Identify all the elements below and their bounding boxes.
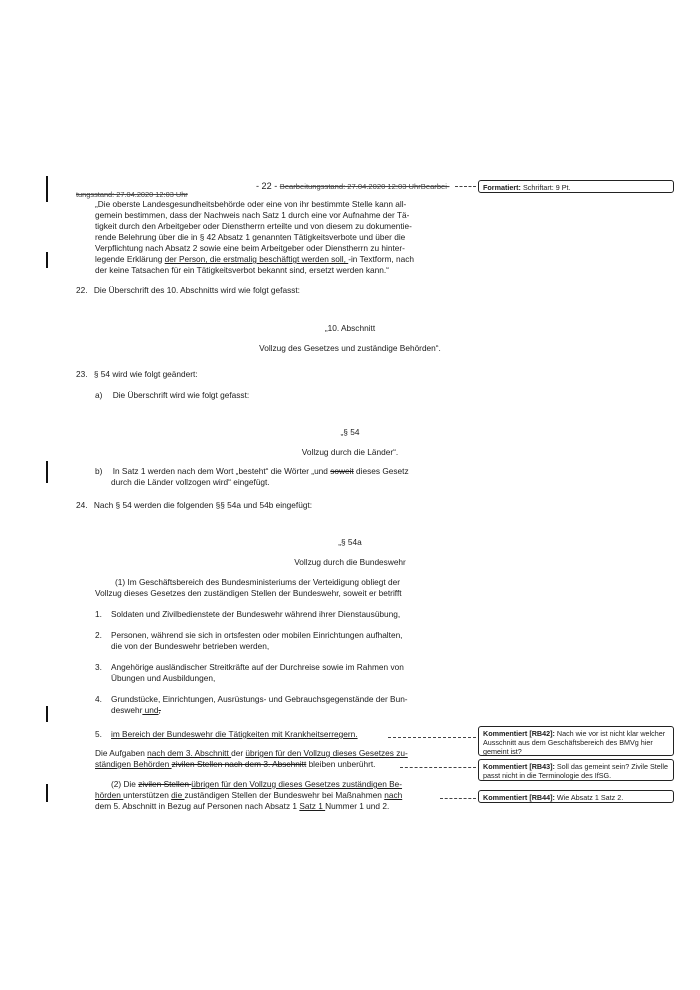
aufgaben-paragraph: Die Aufgaben nach dem 3. Abschnitt der übrigen für den Vollzug dieses Gesetzes zu- xyxy=(95,748,408,758)
comment-rb42[interactable] xyxy=(478,726,674,756)
tracking-deleted-text: Bearbeitungsstand: 27.04.2020 12:03 Uhr xyxy=(279,182,421,191)
quote-line: der keine Tatsachen für ein Tätigkeitsverbot bekannt sind, ersetzt werden kann.“ xyxy=(95,265,389,275)
numbered-item-text: Übungen und Ausbildungen, xyxy=(111,673,216,683)
list-item-24 xyxy=(76,500,312,511)
quote-line: tigkeit durch den Arbeitgeber oder Dienstherrn erteilte und von diesem zu dokumentie- xyxy=(95,221,412,231)
page-header xyxy=(256,180,449,193)
sub-item-a xyxy=(95,390,249,401)
inserted-text: der Person, die erstmalig beschäftigt werden soll, xyxy=(164,254,349,264)
comment-connector xyxy=(388,737,476,738)
deleted-text: zivilen Stellen xyxy=(171,759,225,769)
sub-item-label: a) xyxy=(95,390,103,400)
section-heading: „10. Abschnitt xyxy=(324,323,376,333)
paragraph-title: Vollzug durch die Länder“. xyxy=(301,447,399,457)
comment-label: Kommentiert [RB44]: xyxy=(483,793,555,802)
item-number: 22. xyxy=(76,285,88,295)
inserted-text: nach xyxy=(384,790,403,800)
numbered-item-2 xyxy=(95,630,403,651)
section-heading-title: Vollzug des Gesetzes und zuständige Behörden“. xyxy=(259,343,441,353)
item-text: § 54 wird wie folgt geändert: xyxy=(93,369,198,379)
quote-line: rende Belehrung über die in § 42 Absatz 1 genannten Tätigkeitsverbote und über die xyxy=(95,232,406,242)
deleted-text: nach dem 3. Abschnitt xyxy=(224,759,307,769)
quote-line: legende Erklärung der Person, die erstmalig beschäftigt werden soll, -in Textform, nach xyxy=(95,254,414,264)
numbered-item-number: 2. xyxy=(95,630,102,640)
absatz-line: (1) Im Geschäftsbereich des Bundesministeriums der Verteidigung obliegt der xyxy=(115,577,401,587)
inserted-text: und xyxy=(142,705,159,715)
paragraph-heading: „§ 54 xyxy=(340,427,360,437)
inserted-text: übrigen für den Vollzug dieses Gesetzes zu- xyxy=(245,748,408,758)
quote-line: gemein bestimmen, dass der Nachweis nach Satz 1 durch eine vor Aufnahme der Tä- xyxy=(95,210,410,220)
numbered-item-number: 5. xyxy=(95,729,102,739)
tracking-deleted-text: Bearbei- xyxy=(420,182,450,191)
tracking-deleted-text: tungsstand: 27.04.2020 12:03 Uhr xyxy=(76,190,188,199)
numbered-item-text: Angehörige ausländischer Streitkräfte auf der Durchreise sowie im Rahmen von xyxy=(111,662,404,672)
numbered-item-text: Soldaten und Zivilbedienstete der Bundeswehr während ihrer Dienstausübung, xyxy=(111,609,401,619)
comment-connector xyxy=(400,767,476,768)
sub-item-b xyxy=(95,466,409,477)
comment-text: Nach wie vor ist nicht klar welcher Ausschnitt aus dem Geschäftsbereich des BMVg hier gemeint ist? xyxy=(483,729,666,756)
numbered-item-text: deswehr und, xyxy=(111,705,161,715)
comment-rb44[interactable] xyxy=(478,790,674,803)
inserted-text: nach dem 3. Abschnitt xyxy=(147,748,232,758)
numbered-item-text: Personen, während sie sich in ortsfesten oder mobilen Einrichtungen aufhalten, xyxy=(111,630,403,640)
quote-line: Verpflichtung nach Absatz 2 sowie eine beim Arbeitgeber oder Dienstherrn zu hinter- xyxy=(95,243,405,253)
sub-item-text: Die Überschrift wird wie folgt gefasst: xyxy=(112,390,250,400)
item-text: Nach § 54 werden die folgenden §§ 54a und 54b eingefügt: xyxy=(93,500,313,510)
deleted-text: zivilen Stellen xyxy=(138,779,192,789)
inserted-text: ständigen Behörden xyxy=(95,759,172,769)
absatz-1 xyxy=(95,577,451,599)
absatz-2-cont: dem 5. Abschnitt in Bezug auf Personen nach Absatz 1 Satz 1 Nummer 1 und 2. xyxy=(95,801,390,811)
deleted-text: , xyxy=(158,705,161,715)
numbered-item-text: die von der Bundeswehr betrieben werden, xyxy=(111,641,270,651)
quote-line: „Die oberste Landesgesundheitsbehörde oder eine von ihr bestimmte Stelle kann all- xyxy=(95,199,407,209)
comment-label: Kommentiert [RB43]: xyxy=(483,762,555,771)
change-bar xyxy=(46,706,48,722)
tracking-deleted-line xyxy=(76,190,188,199)
page-number: - 22 - xyxy=(256,181,278,191)
paragraph-heading: „§ 54a xyxy=(338,537,362,547)
deleted-text: soweit xyxy=(330,466,354,476)
item-number: 23. xyxy=(76,369,88,379)
inserted-text: übrigen für den Vollzug dieses Gesetzes zuständigen Be- xyxy=(191,779,403,789)
absatz-2-cont: hörden unterstützen die zuständigen Stellen der Bundeswehr bei Maßnahmen nach xyxy=(95,790,403,800)
aufgaben-paragraph-cont: ständigen Behörden zivilen Stellen nach dem 3. Abschnitt bleiben unberührt. xyxy=(95,759,376,769)
item-number: 24. xyxy=(76,500,88,510)
absatz-line: Vollzug dieses Gesetzes den zuständigen Stellen der Bundeswehr, soweit er betrifft xyxy=(95,588,402,598)
block-quote xyxy=(95,199,451,276)
change-bar xyxy=(46,784,48,802)
numbered-item-3 xyxy=(95,662,404,683)
numbered-item-number: 4. xyxy=(95,694,102,704)
change-bar xyxy=(46,252,48,268)
numbered-item-4 xyxy=(95,694,408,715)
change-bar xyxy=(46,461,48,483)
list-item-22 xyxy=(76,285,300,296)
comment-connector xyxy=(440,798,476,799)
sub-item-text: In Satz 1 werden nach dem Wort „besteht“ die Wörter „und soweit dieses Gesetz xyxy=(112,466,409,476)
inserted-text: im Bereich der Bundeswehr die Tätigkeiten mit Krankheitserregern. xyxy=(111,729,358,739)
inserted-text: hörden xyxy=(95,790,124,800)
balloon-label: Formatiert: xyxy=(483,183,521,192)
comment-connector xyxy=(455,186,476,187)
numbered-item-number: 3. xyxy=(95,662,102,672)
inserted-text: Satz 1 xyxy=(299,801,326,811)
paragraph-title: Vollzug durch die Bundeswehr xyxy=(294,557,406,567)
comment-text: Wie Absatz 1 Satz 2. xyxy=(554,793,624,802)
numbered-item-number: 1. xyxy=(95,609,102,619)
sub-item-text-cont: durch die Länder vollzogen wird“ eingefügt. xyxy=(111,477,270,487)
formatting-balloon[interactable] xyxy=(478,180,674,193)
change-bar xyxy=(46,176,48,202)
comment-label: Kommentiert [RB42]: xyxy=(483,729,555,738)
list-item-23 xyxy=(76,369,198,380)
comment-rb43[interactable] xyxy=(478,759,674,781)
numbered-item-text: Grundstücke, Einrichtungen, Ausrüstungs- und Gebrauchsgegenstände der Bun- xyxy=(111,694,408,704)
numbered-item-5 xyxy=(95,729,358,740)
sub-item-label: b) xyxy=(95,466,103,476)
balloon-text: Schriftart: 9 Pt. xyxy=(520,183,571,192)
item-text: Die Überschrift des 10. Abschnitts wird wie folgt gefasst: xyxy=(93,285,300,295)
inserted-text: die xyxy=(171,790,185,800)
absatz-2: (2) Die zivilen Stellen übrigen für den Vollzug dieses Gesetzes zuständigen Be- xyxy=(111,779,403,789)
comment-text: Soll das gemeint sein? Zivile Stelle passt nicht in die Terminologie des IfSG. xyxy=(483,762,668,780)
numbered-item-1 xyxy=(95,609,401,620)
